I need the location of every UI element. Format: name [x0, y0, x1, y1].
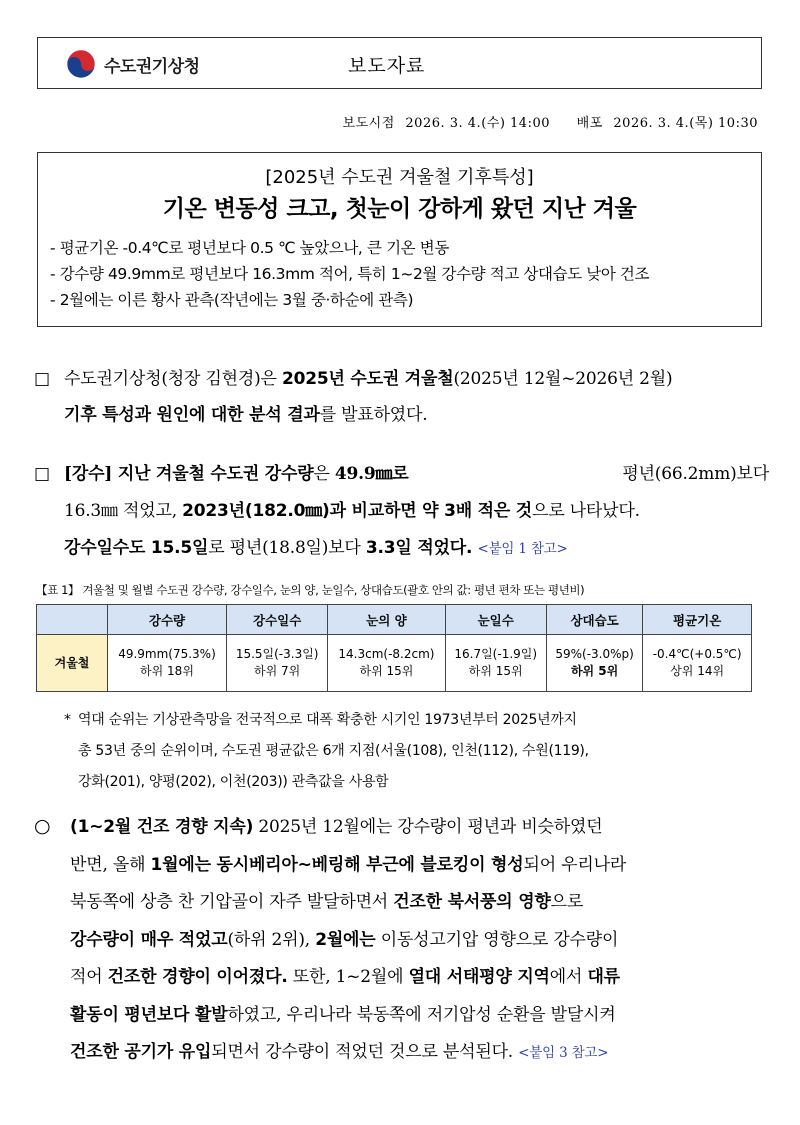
table-header-cell: 눈일수 [445, 605, 546, 635]
table-footnote: * 역대 순위는 기상관측망을 전국적으로 대폭 확충한 시기인 1973년부터 2025년까지 총 53년 중의 순위이며, 수도권 평균값은 6개 지점(서울(108), 인천(112), 수원(119), 강화(201), 양평(202), 이천(203)) 관측값을 사용함 [78, 705, 768, 798]
summary-subtitle: [2025년 수도권 겨울철 기후특성] [265, 167, 534, 188]
reference-note: <붙임 1 참고> [477, 541, 568, 557]
summary-bullets [50, 235, 649, 313]
table-header-row [37, 605, 752, 635]
header-box [37, 37, 762, 89]
table-cell: 16.7일(-1.9일) 하위 15위 [445, 635, 546, 692]
distribute-label: 배포 [576, 116, 603, 131]
table-header-cell: 상대습도 [546, 605, 642, 635]
release-label: 보도시점 [342, 116, 395, 131]
agency-logo [66, 49, 200, 79]
row-label: 겨울철 [37, 635, 108, 692]
summary-title: 기온 변동성 크고, 첫눈이 강하게 왔던 지난 겨울 [162, 196, 637, 222]
climate-table [36, 604, 752, 692]
table-cell: 59%(-3.0%p) 하위 5위 [546, 635, 642, 692]
table-title: 【표 1】 겨울철 및 월별 수도권 강수량, 강수일수, 눈의 양, 눈일수, 상대습도(괄호 안의 값: 평년 편차 또는 평년비) [36, 583, 585, 597]
paragraph-dry-trend: ○ (1~2월 건조 경향 지속) 2025년 12월에는 강수량이 평년과 비슷하였던 반면, 올해 1월에는 동시베리아~베링해 부근에 블로킹이 형성되어 우리나라 북동쪽에 상층 찬 기압골이 자주 발달하면서 건조한 북서풍의 영향으로 강수량이 매우 적었고(하위 2위), 2월에는 이동성고기압 영향으로 강수량이 적어 건조한 경향이 이어졌다. 또한, 1~2월에 열대 서태평양 지역에서 대류 활동이 평년보다 활발하였고, 우리나라 북동쪽에 저기압성 순환을 발달시켜 건조한 공기가 유입되면서 강수량이 적었던 것으로 분석된다. <붙임 3 참고> [34, 808, 769, 1073]
table-header-cell: 눈의 양 [328, 605, 445, 635]
summary-box [37, 152, 762, 327]
taegeuk-logo-icon [66, 49, 96, 79]
circle-bullet-icon: ○ [34, 815, 51, 837]
table-cell: -0.4℃(+0.5℃) 상위 14위 [643, 635, 752, 692]
paragraph-precipitation: □ [강수] 지난 겨울철 수도권 강수량은 49.9㎜로 평년(66.2mm)보다 16.3㎜ 적었고, 2023년(182.0㎜)과 비교하면 약 3배 적은 것으로 나타났다. 강수일수도 15.5일로 평년(18.8일)보다 3.3일 적었다. <붙임 1 참고> [34, 456, 769, 568]
table-header-cell: 강수일수 [226, 605, 327, 635]
summary-bullet: - 강수량 49.9mm로 평년보다 16.3mm 적어, 특히 1~2월 강수량 적고 상대습도 낮아 건조 [50, 265, 650, 283]
paragraph-intro: □ 수도권기상청(청장 김현경)은 2025년 수도권 겨울철(2025년 12월~2026년 2월) 기후 특성과 원인에 대한 분석 결과를 발표하였다. [34, 361, 769, 433]
table-header-cell [37, 605, 108, 635]
square-bullet-icon: □ [34, 369, 50, 389]
table-cell: 49.9mm(75.3%) 하위 18위 [108, 635, 227, 692]
agency-name: 수도권기상청 [104, 56, 200, 77]
footnote-star: * [64, 712, 71, 728]
summary-bullet: - 평균기온 -0.4℃로 평년보다 0.5 ℃ 높았으나, 큰 기온 변동 [50, 239, 449, 257]
table-header-cell: 평균기온 [643, 605, 752, 635]
summary-bullet: - 2월에는 이른 황사 관측(작년에는 3월 중·하순에 관측) [50, 291, 414, 309]
table-row [37, 635, 752, 692]
table-header-cell: 강수량 [108, 605, 227, 635]
distribute-value: 2026. 3. 4.(목) 10:30 [613, 116, 758, 131]
reference-note: <붙임 3 참고> [518, 1045, 609, 1061]
doc-type: 보도자료 [348, 55, 426, 77]
release-value: 2026. 3. 4.(수) 14:00 [405, 116, 550, 131]
release-dates [337, 112, 758, 131]
table-cell: 14.3cm(-8.2cm) 하위 15위 [328, 635, 445, 692]
square-bullet-icon: □ [34, 464, 50, 484]
table-cell: 15.5일(-3.3일) 하위 7위 [226, 635, 327, 692]
